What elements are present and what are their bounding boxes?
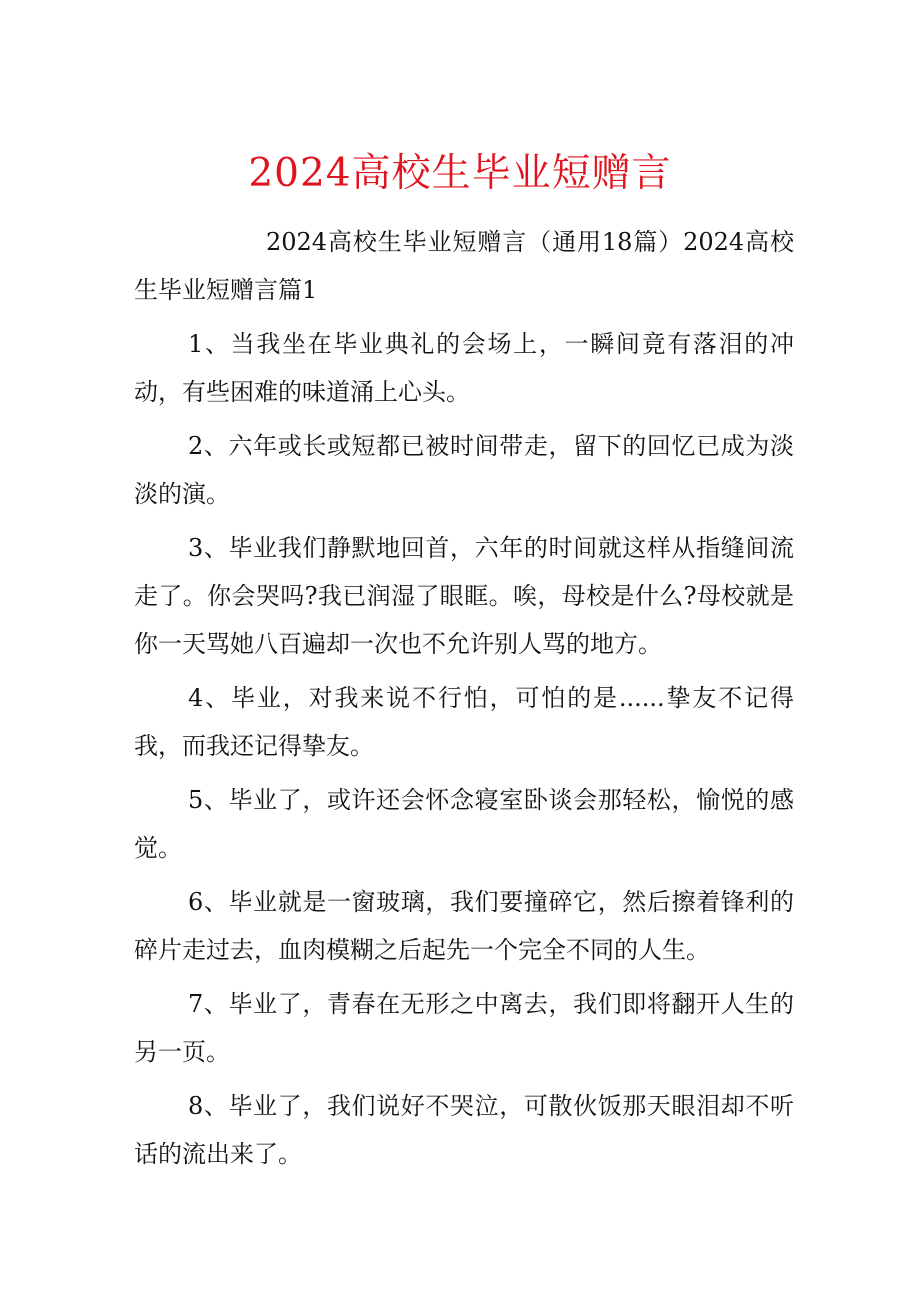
paragraph-2: 2、六年或长或短都已被时间带走，留下的回忆已成为淡淡的演。 [134, 432, 794, 508]
paragraph-8: 8、毕业了，我们说好不哭泣，可散伙饭那天眼泪却不听话的流出来了。 [134, 1092, 794, 1168]
document-intro: 2024高校生毕业短赠言（通用18篇）2024高校生毕业短赠言篇1 [134, 228, 794, 304]
document-title: 2024高校生毕业短赠言 [248, 151, 672, 196]
paragraph-5: 5、毕业了，或许还会怀念寝室卧谈会那轻松，愉悦的感觉。 [134, 786, 794, 862]
document-body [134, 218, 794, 1184]
paragraph-7: 7、毕业了，青春在无形之中离去，我们即将翻开人生的另一页。 [134, 990, 794, 1066]
paragraph-4: 4、毕业，对我来说不行怕，可怕的是......挚友不记得我，而我还记得挚友。 [134, 684, 794, 760]
paragraph-6: 6、毕业就是一窗玻璃，我们要撞碎它，然后擦着锋利的碎片走过去，血肉模糊之后起先一个完全不同的人生。 [134, 888, 794, 964]
paragraph-1: 1、当我坐在毕业典礼的会场上，一瞬间竟有落泪的冲动，有些困难的味道涌上心头。 [134, 330, 794, 406]
paragraph-3: 3、毕业我们静默地回首，六年的时间就这样从指缝间流走了。你会哭吗?我已润湿了眼眶。唉，母校是什么?母校就是你一天骂她八百遍却一次也不允许别人骂的地方。 [134, 534, 794, 658]
